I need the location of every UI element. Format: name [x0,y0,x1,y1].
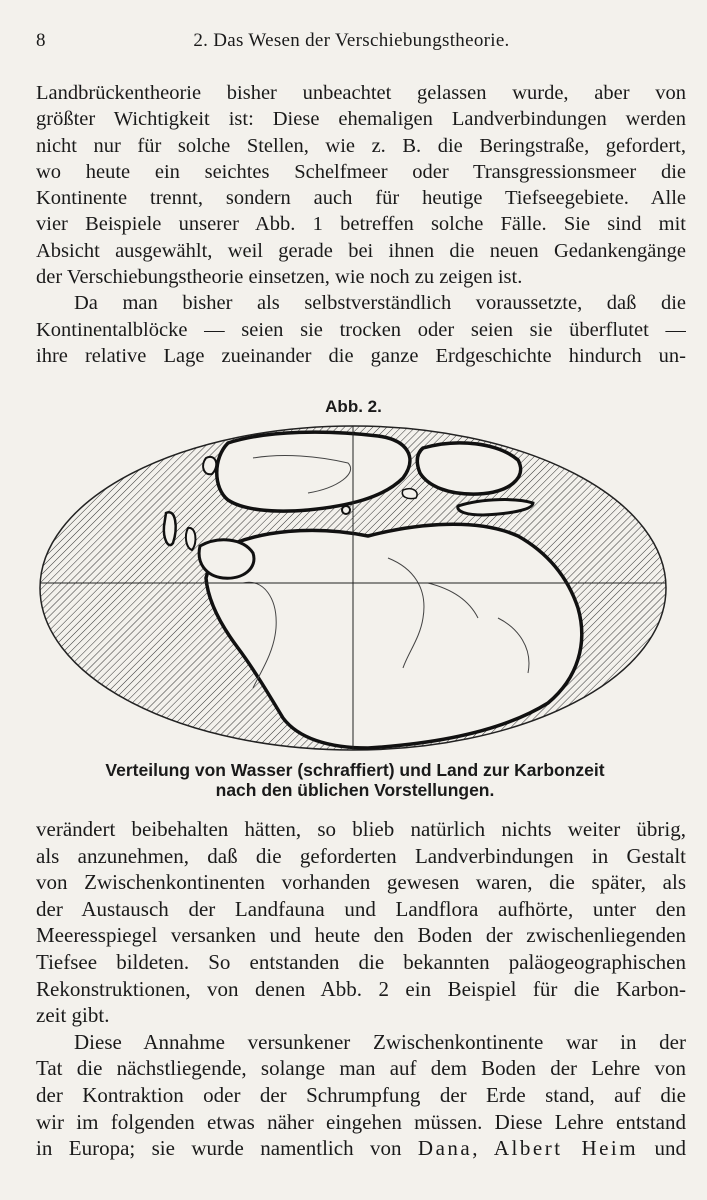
text-fragment: , [472,1136,478,1161]
text-line: Rekonstruktionen, von denen Abb. 2 ein Beispiel für die Karbon- [36,976,686,1001]
text-line: Tat die nächstliegende, solange man auf dem Boden der Lehre von [36,1056,686,1081]
text-fragment: in Europa; sie wurde namentlich von [36,1136,402,1161]
text-fragment: und [654,1136,686,1161]
text-line: Landbrückentheorie bisher unbeachtet gelassen wurde, aber von [36,82,686,104]
text-line: nicht nur für solche Stellen, wie z. B. die Beringstraße, gefordert, [36,134,686,157]
text-line: zeit gibt. [36,1003,110,1028]
text-line: der Austausch der Landfauna und Landflora aufhörte, unter den [36,896,686,921]
text-line: Absicht ausgewählt, weil gerade bei ihnen die neuen Gedankengänge [36,239,686,262]
text-line: als anzunehmen, daß die geforderten Landverbindungen in Gestalt [36,843,686,868]
caption-line: Verteilung von Wasser (schraffiert) und Land zur Karbonzeit [105,760,605,780]
map-figure [28,418,688,763]
text-line: Meeresspiegel versanken und heute den Boden der zwischenliegenden [36,923,686,948]
running-head: 2. Das Wesen der Verschiebungstheorie. [193,30,510,51]
world-map-carboniferous [28,418,688,763]
text-line: Kontinentalblöcke — seien sie trocken oder seien sie überflutet — [36,318,686,341]
text-line-last [36,1135,686,1162]
text-line: Diese Annahme versunkener Zwischenkontinente war in der [74,1029,686,1054]
page-header [36,30,667,60]
text-line: ihre relative Lage zueinander die ganze Erdgeschichte hindurch un- [36,344,686,367]
text-line: Tiefsee bildeten. So entstanden die bekannten paläogeographischen [36,949,686,974]
body-text-top [36,80,686,369]
central-island [199,540,254,578]
text-line: wir im folgenden etwas näher eingehen müssen. Diese Lehre entstand [36,1109,686,1134]
text-line: größter Wichtigkeit ist: Diese ehemaligen Landverbindungen werden [36,108,686,131]
text-line: Kontinente trennt, sondern auch für heutige Tiefseegebiete. Alle [36,187,686,210]
text-line: wo heute ein seichtes Schelfmeer oder Transgressionsmeer die [36,160,686,183]
text-line: von Zwischenkontinenten vorhanden gewesen waren, die später, als [36,870,686,895]
text-line: Da man bisher als selbstverständlich voraussetzte, daß die [74,292,686,315]
text-line: der Kontraktion oder der Schrumpfung der Erde stand, auf die [36,1082,686,1107]
author-name: Albert Heim [493,1136,639,1161]
text-line: vier Beispiele unserer Abb. 1 betreffen solche Fälle. Sie sind mit [36,213,686,236]
caption-line: nach den üblichen Vorstellungen. [215,780,495,800]
figure-caption [40,760,670,800]
figure-label: Abb. 2. [325,397,382,416]
page-number: 8 [36,30,46,51]
northern-landmass-east [417,443,520,494]
author-name: Dana [417,1136,473,1161]
text-line: der Verschiebungstheorie einsetzen, wie noch zu zeigen ist. [36,266,523,289]
text-line: verändert beibehalten hätten, so blieb natürlich nichts weiter übrig, [36,817,686,841]
body-text-bottom [36,816,686,1162]
